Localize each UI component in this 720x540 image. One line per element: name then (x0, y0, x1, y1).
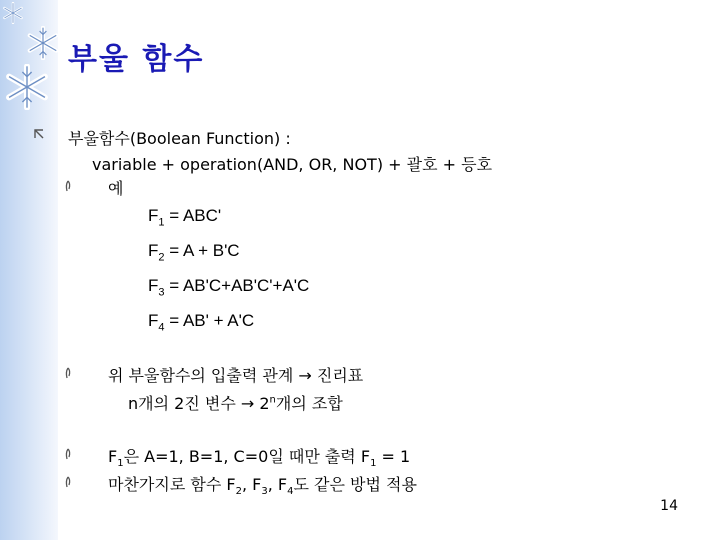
arrow-icon: → (298, 366, 312, 385)
equation-f1: $F_1 = ABC'$ (148, 206, 222, 229)
title-divider (58, 92, 720, 94)
snowflake-icon (2, 2, 24, 24)
equation-f2: $F_2 = A + B'C$ (148, 241, 240, 264)
slide-title: 부울 함수 (68, 42, 205, 77)
script-bullet-icon (64, 367, 73, 379)
script-bullet-icon (64, 476, 73, 488)
corner-arrow-bullet-icon (33, 128, 45, 140)
script-bullet-icon (64, 448, 73, 460)
equation-f4: $F_4 = AB' + A'C$ (148, 311, 255, 334)
combinations-line: n개의 2진 변수 → $2^n$개의 조합 (128, 394, 343, 413)
equation-f3: $F_3 = AB'C+AB'C'+A'C$ (148, 276, 310, 299)
snowflake-icon (26, 26, 60, 60)
example-label: 예 (108, 179, 124, 198)
f1-condition-line: $F_1$은 A=1, B=1, C=0일 때만 출력 $F_1 = 1$ (108, 447, 411, 470)
arrow-icon: → (240, 394, 255, 413)
page-number: 14 (660, 498, 678, 514)
similar-functions-line: 마찬가지로 함수 $F_2$, $F_3$, $F_4$도 같은 방법 적용 (108, 475, 417, 498)
snowflake-icon (4, 64, 50, 110)
intro-line-1: 부울함수(Boolean Function) : (68, 129, 291, 148)
intro-line-2: variable + operation(AND, OR, NOT) + 괄호 + 등호 (92, 155, 493, 174)
script-bullet-icon (64, 180, 73, 192)
truth-table-line: 위 부울함수의 입출력 관계 → 진리표 (108, 366, 364, 385)
